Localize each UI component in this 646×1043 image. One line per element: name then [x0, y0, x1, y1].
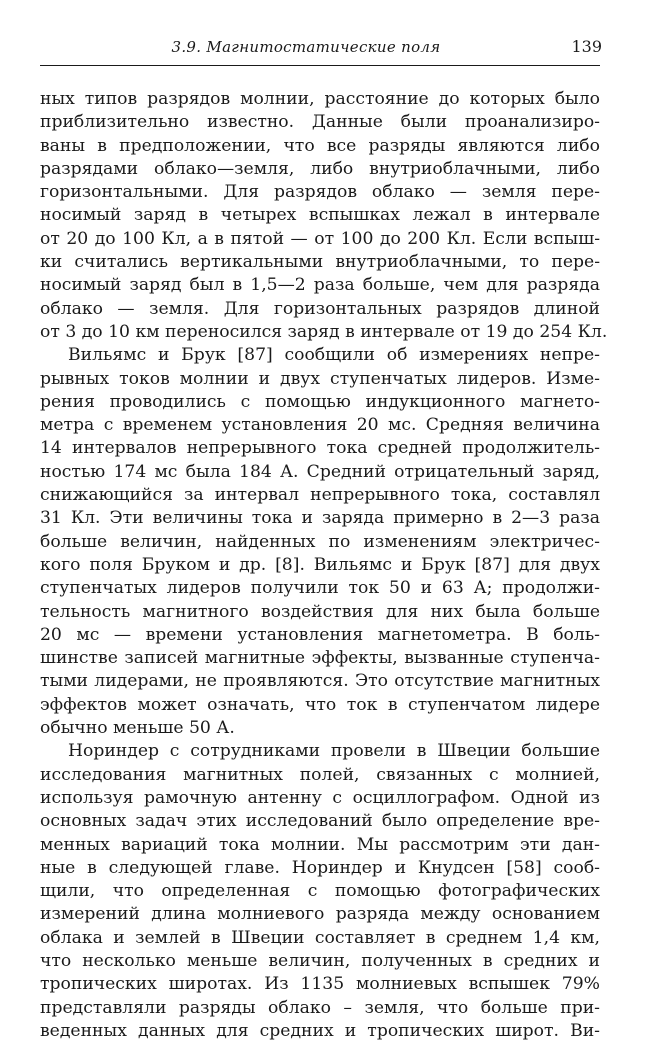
text-line: кого поля Бруком и др. [8]. Вильямс и Брук [87] для двух	[40, 554, 600, 575]
page-header	[40, 34, 602, 62]
text-line: ваны в предположении, что все разряды являются либо	[40, 135, 600, 156]
text-line: больше величин, найденных по изменениям электричес-	[40, 531, 600, 552]
text-line: приблизительно известно. Данные были проанализиро-	[40, 112, 600, 133]
text-line: Вильямс и Брук [87] сообщили об измерениях непре-	[68, 345, 600, 366]
text-line: от 20 до 100 Кл, а в пятой — от 100 до 200 Кл. Если вспыш-	[40, 228, 600, 249]
text-line: шинстве записей магнитные эффекты, вызванные ступенча-	[40, 648, 600, 669]
text-line: веденных данных для средних и тропических широт. Ви-	[40, 1020, 600, 1041]
text-line: ных типов разрядов молнии, расстояние до которых было	[40, 89, 600, 109]
text-line: носимый заряд был в 1,5—2 раза больше, чем для разряда	[40, 275, 600, 296]
text-line: облака и землей в Швеции составляет в среднем 1,4 км,	[40, 927, 600, 948]
text-line: Нориндер с сотрудниками провели в Швеции большие	[68, 741, 600, 762]
text-line: тельность магнитного воздействия для них была больше	[40, 601, 600, 622]
text-line: что несколько меньше величин, полученных в средних и	[40, 950, 600, 971]
header-rule	[40, 65, 600, 66]
text-line: измерений длина молниевого разряда между основанием	[40, 904, 600, 925]
text-line: основных задач этих исследований было определение вре-	[40, 811, 600, 832]
body-text	[40, 88, 608, 1043]
text-line: горизонтальными. Для разрядов облако — земля пере-	[40, 182, 600, 203]
text-line: ные в следующей главе. Нориндер и Кнудсен [58] сооб-	[40, 857, 600, 878]
text-line: рения проводились с помощью индукционного магнето-	[40, 391, 600, 412]
text-line: носимый заряд в четырех вспышках лежал в интервале	[40, 205, 600, 226]
text-line: рывных токов молнии и двух ступенчатых лидеров. Изме-	[40, 368, 600, 389]
text-line: снижающийся за интервал непрерывного тока, составлял	[40, 485, 600, 506]
text-line: обычно меньше 50 А.	[40, 718, 235, 739]
text-line: исследования магнитных полей, связанных с молнией,	[40, 764, 600, 785]
text-line: от 3 до 10 км переносился заряд в интервале от 19 до 254 Кл.	[40, 321, 608, 342]
text-line: 14 интервалов непрерывного тока средней продолжитель-	[40, 438, 600, 459]
text-line: ностью 174 мс была 184 А. Средний отрицательный заряд,	[40, 461, 600, 482]
text-line: менных вариаций тока молнии. Мы рассмотрим эти дан-	[40, 834, 600, 855]
text-line: тыми лидерами, не проявляются. Это отсутствие магнитных	[40, 671, 600, 692]
text-line: используя рамочную антенну с осциллографом. Одной из	[40, 787, 600, 808]
text-line: 31 Кл. Эти величины тока и заряда примерно в 2—3 раза	[40, 508, 600, 529]
running-head: 3.9. Магнитостатические поля	[171, 38, 441, 56]
text-line: щили, что определенная с помощью фотографических	[40, 881, 600, 902]
text-line: ступенчатых лидеров получили ток 50 и 63 А; продолжи-	[40, 578, 600, 599]
text-line: облако — земля. Для горизонтальных разрядов длиной	[40, 298, 600, 319]
page-number: 139	[571, 37, 602, 56]
text-line: эффектов может означать, что ток в ступенчатом лидере	[40, 694, 600, 715]
paragraph	[40, 344, 600, 740]
text-line: 20 мс — времени установления магнетометра. В боль-	[40, 624, 600, 645]
text-line: метра с временем установления 20 мс. Средняя величина	[40, 415, 600, 436]
text-line: тропических широтах. Из 1135 молниевых вспышек 79%	[40, 974, 600, 995]
paragraph	[40, 740, 600, 1043]
text-line: разрядами облако—земля, либо внутриоблачными, либо	[40, 158, 600, 179]
text-line: ки считались вертикальными внутриоблачными, то пере-	[40, 252, 600, 273]
text-line: представляли разряды облако – земля, что больше при-	[40, 997, 600, 1018]
paragraph	[40, 88, 608, 344]
